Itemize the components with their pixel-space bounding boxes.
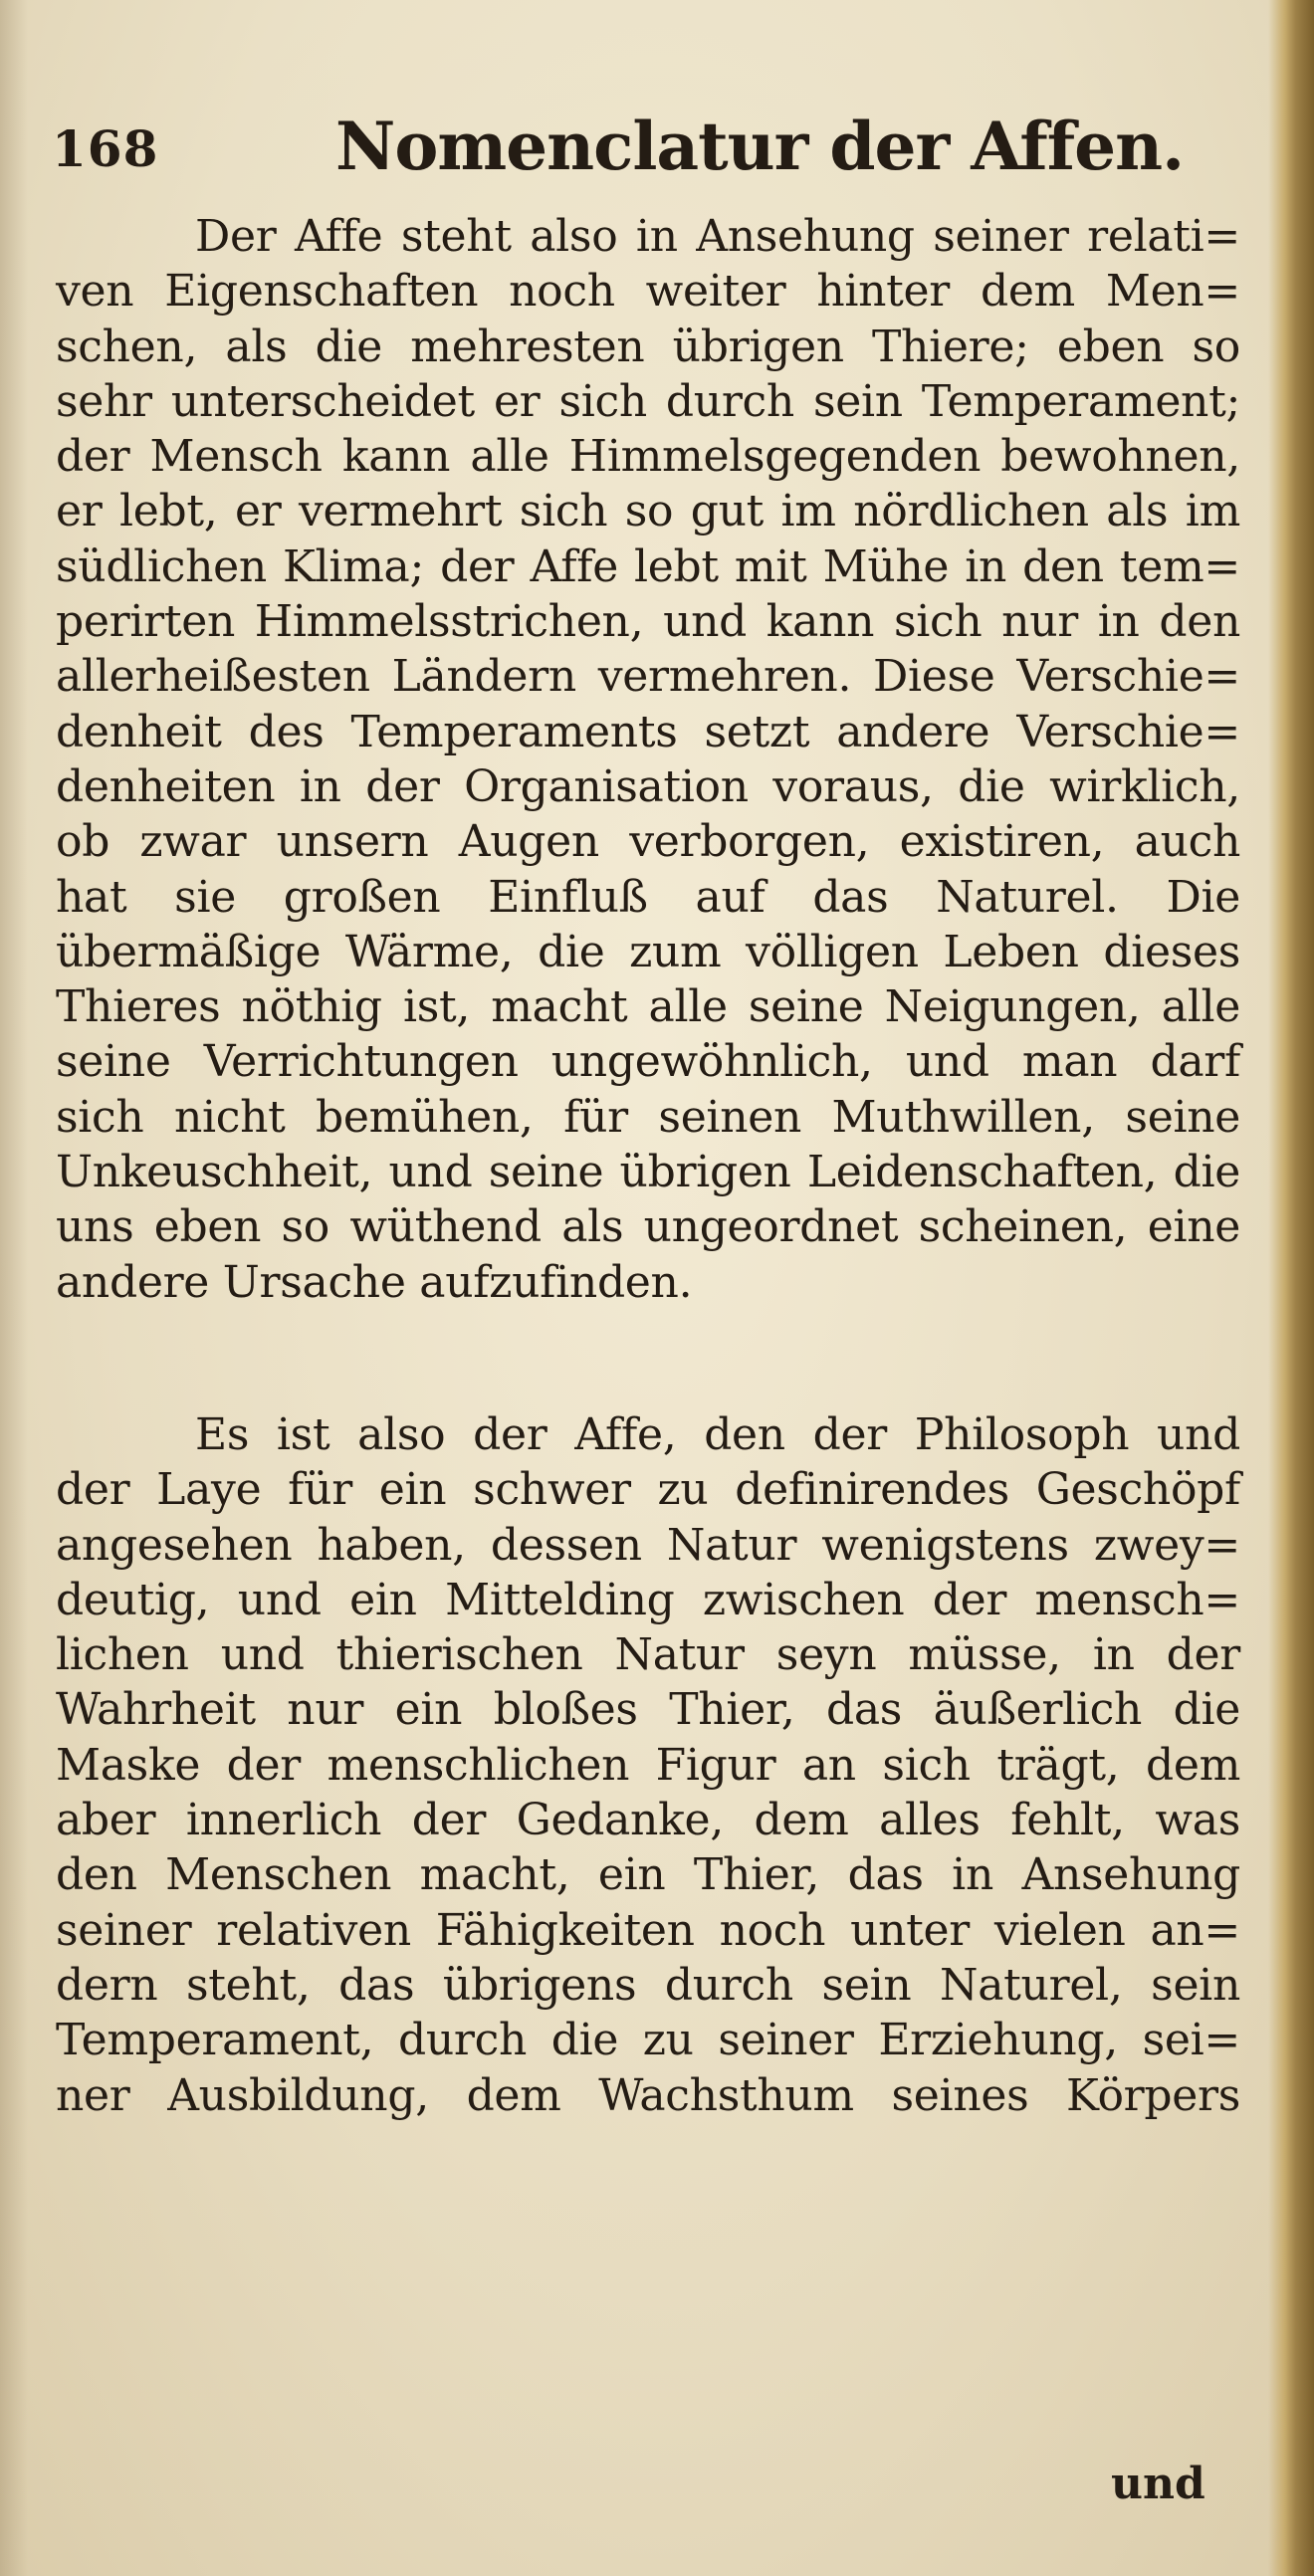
text-line: ob zwar unsern Augen verborgen, existiren, auch [56,816,1240,868]
text-line: allerheißesten Ländern vermehren. Diese Verschie= [56,651,1240,703]
text-line: deutig, und ein Mittelding zwischen der mensch= [56,1574,1240,1625]
running-head: Nomenclatur der Affen. [335,107,1185,185]
text-line: aber innerlich der Gedanke, dem alles fehlt, was [56,1795,1240,1846]
text-line: schen, als die mehresten übrigen Thiere; eben so [56,321,1240,372]
text-line: Es ist also der Affe, den der Philosoph und [195,1408,1240,1460]
text-line: südlichen Klima; der Affe lebt mit Mühe in den tem= [56,540,1240,592]
text-line: Temperament, durch die zu seiner Erziehung, sei= [56,2015,1240,2066]
text-line: ner Ausbildung, dem Wachsthum seines Körpers [56,2069,1240,2121]
paragraph-1 [56,209,1240,1310]
text-line: andere Ursache aufzufinden. [56,1256,693,1308]
page-header [52,107,1226,187]
text-line: perirten Himmelsstrichen, und kann sich nur in den [56,596,1240,648]
page-number: 168 [52,119,159,178]
text-line: den Menschen macht, ein Thier, das in Ansehung [56,1849,1240,1901]
text-line: Der Affe steht also in Ansehung seiner relati= [195,211,1240,262]
text-line: Maske der menschlichen Figur an sich trägt, dem [56,1739,1240,1791]
paragraph-2 [56,1407,1240,2123]
text-line: lichen und thierischen Natur seyn müsse, in der [56,1629,1240,1681]
text-line: seine Verrichtungen ungewöhnlich, und man darf [56,1036,1240,1088]
text-line: seiner relativen Fähigkeiten noch unter vielen an= [56,1904,1240,1956]
text-line: denheit des Temperaments setzt andere Verschie= [56,706,1240,757]
text-line: übermäßige Wärme, die zum völligen Leben dieses [56,926,1240,977]
text-line: Unkeuschheit, und seine übrigen Leidenschaften, die [56,1147,1240,1198]
text-line: uns eben so wüthend als ungeordnet scheinen, eine [56,1201,1240,1253]
text-line: Thieres nöthig ist, macht alle seine Neigungen, alle [56,981,1240,1033]
text-line: angesehen haben, dessen Natur wenigstens zwey= [56,1519,1240,1571]
text-line: der Mensch kann alle Himmelsgegenden bewohnen, [56,431,1240,483]
catchword: und [1111,2459,1205,2509]
text-line: dern steht, das übrigens durch sein Naturel, sein [56,1959,1240,2011]
text-line: sich nicht bemühen, für seinen Muthwillen, seine [56,1091,1240,1143]
page-body [56,209,1240,2123]
paragraph-gap [56,1310,1240,1407]
text-line: er lebt, er vermehrt sich so gut im nördlichen als im [56,486,1240,537]
page-edge [1268,0,1314,2576]
spine-shadow [0,0,28,2576]
text-line: denheiten in der Organisation voraus, die wirklich, [56,760,1240,812]
text-line: ven Eigenschaften noch weiter hinter dem Men= [56,266,1240,318]
text-line: hat sie großen Einfluß auf das Naturel. Die [56,871,1240,923]
text-line: sehr unterscheidet er sich durch sein Temperament; [56,375,1240,427]
text-line: Wahrheit nur ein bloßes Thier, das äußerlich die [56,1684,1240,1736]
text-line: der Laye für ein schwer zu definirendes Geschöpf [56,1464,1240,1516]
